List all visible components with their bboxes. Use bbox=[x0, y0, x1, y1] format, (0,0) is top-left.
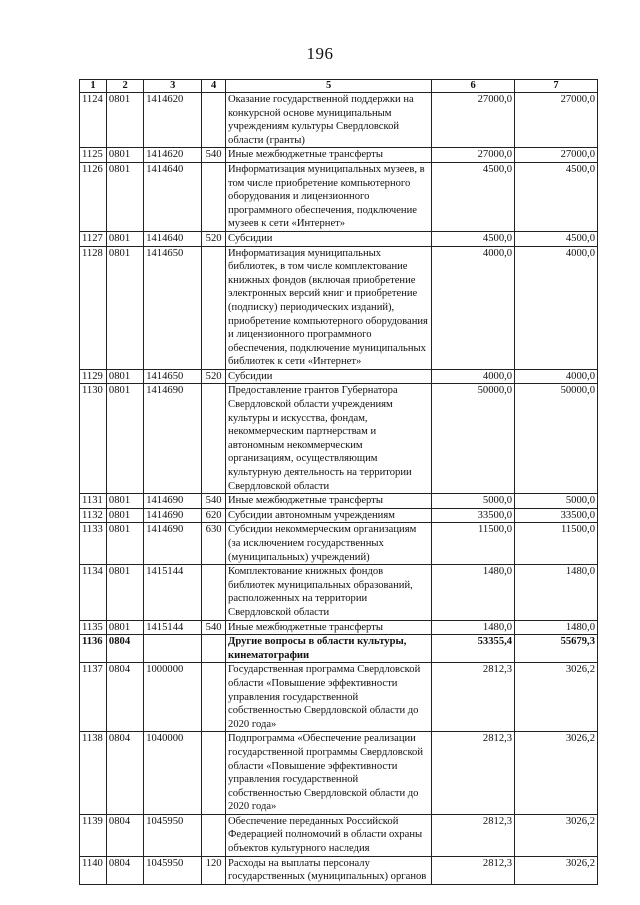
amount-year-2: 4500,0 bbox=[515, 162, 598, 231]
amount-year-2: 11500,0 bbox=[515, 523, 598, 565]
target-article-code: 1414620 bbox=[144, 93, 202, 148]
amount-year-2: 33500,0 bbox=[515, 508, 598, 523]
table-row bbox=[80, 814, 598, 856]
budget-table bbox=[79, 79, 598, 885]
section-code: 0801 bbox=[106, 369, 143, 384]
target-article-code: 1415144 bbox=[144, 565, 202, 620]
amount-year-1: 2812,3 bbox=[432, 663, 515, 732]
section-code: 0801 bbox=[106, 231, 143, 246]
section-code: 0801 bbox=[106, 523, 143, 565]
amount-year-1: 27000,0 bbox=[432, 93, 515, 148]
target-article-code: 1414690 bbox=[144, 494, 202, 509]
column-header: 3 bbox=[144, 80, 202, 93]
section-code: 0801 bbox=[106, 93, 143, 148]
table-row bbox=[80, 231, 598, 246]
amount-year-1: 4000,0 bbox=[432, 369, 515, 384]
amount-year-1: 4500,0 bbox=[432, 162, 515, 231]
expense-type-code bbox=[202, 384, 226, 494]
row-name: Субсидии некоммерческим организациям (за исключением государственных (муниципальных) учреждений) bbox=[226, 523, 432, 565]
column-header: 5 bbox=[226, 80, 432, 93]
row-number: 1133 bbox=[80, 523, 107, 565]
amount-year-1: 50000,0 bbox=[432, 384, 515, 494]
amount-year-2: 5000,0 bbox=[515, 494, 598, 509]
table-row bbox=[80, 494, 598, 509]
table-row bbox=[80, 384, 598, 494]
section-code: 0804 bbox=[106, 732, 143, 815]
amount-year-2: 4000,0 bbox=[515, 246, 598, 369]
amount-year-2: 4500,0 bbox=[515, 231, 598, 246]
amount-year-1: 1480,0 bbox=[432, 620, 515, 635]
page-number: 196 bbox=[306, 44, 334, 63]
row-name: Комплектование книжных фондов библиотек муниципальных образований, расположенных на территории Свердловской области bbox=[226, 565, 432, 620]
amount-year-2: 3026,2 bbox=[515, 732, 598, 815]
section-code: 0801 bbox=[106, 620, 143, 635]
row-number: 1131 bbox=[80, 494, 107, 509]
amount-year-1: 2812,3 bbox=[432, 814, 515, 856]
amount-year-2: 27000,0 bbox=[515, 148, 598, 163]
target-article-code: 1000000 bbox=[144, 663, 202, 732]
row-name: Подпрограмма «Обеспечение реализации государственной программы Свердловской области «Повышение эффективности управления государственной собственностью Свердловской области до 2020 года» bbox=[226, 732, 432, 815]
section-code: 0801 bbox=[106, 246, 143, 369]
amount-year-1: 27000,0 bbox=[432, 148, 515, 163]
target-article-code: 1414620 bbox=[144, 148, 202, 163]
target-article-code bbox=[144, 635, 202, 663]
row-name: Обеспечение переданных Российской Федерацией полномочий в области охраны объектов культурного наследия bbox=[226, 814, 432, 856]
row-number: 1139 bbox=[80, 814, 107, 856]
amount-year-1: 4500,0 bbox=[432, 231, 515, 246]
row-name: Государственная программа Свердловской области «Повышение эффективности управления государственной собственностью Свердловской области до 2020 года» bbox=[226, 663, 432, 732]
table-row bbox=[80, 856, 598, 884]
row-number: 1127 bbox=[80, 231, 107, 246]
column-header: 4 bbox=[202, 80, 226, 93]
row-number: 1134 bbox=[80, 565, 107, 620]
expense-type-code: 120 bbox=[202, 856, 226, 884]
amount-year-2: 4000,0 bbox=[515, 369, 598, 384]
expense-type-code: 520 bbox=[202, 231, 226, 246]
column-header: 7 bbox=[515, 80, 598, 93]
amount-year-1: 2812,3 bbox=[432, 732, 515, 815]
amount-year-1: 33500,0 bbox=[432, 508, 515, 523]
row-name: Субсидии bbox=[226, 369, 432, 384]
section-code: 0804 bbox=[106, 856, 143, 884]
expense-type-code bbox=[202, 663, 226, 732]
amount-year-2: 3026,2 bbox=[515, 856, 598, 884]
column-header: 2 bbox=[106, 80, 143, 93]
row-number: 1138 bbox=[80, 732, 107, 815]
section-code: 0801 bbox=[106, 384, 143, 494]
expense-type-code: 540 bbox=[202, 494, 226, 509]
section-code: 0804 bbox=[106, 635, 143, 663]
table-row bbox=[80, 523, 598, 565]
table-row bbox=[80, 635, 598, 663]
row-name: Субсидии автономным учреждениям bbox=[226, 508, 432, 523]
target-article-code: 1414690 bbox=[144, 523, 202, 565]
row-number: 1132 bbox=[80, 508, 107, 523]
row-number: 1135 bbox=[80, 620, 107, 635]
target-article-code: 1415144 bbox=[144, 620, 202, 635]
expense-type-code bbox=[202, 162, 226, 231]
amount-year-1: 53355,4 bbox=[432, 635, 515, 663]
expense-type-code bbox=[202, 565, 226, 620]
row-name: Предоставление грантов Губернатора Свердловской области учреждениям культуры и искусства, фондам, некоммерческим партнерствам и автономным некоммерческим организациям, осуществляющим культурную деятельность на территории Свердловской области bbox=[226, 384, 432, 494]
row-number: 1130 bbox=[80, 384, 107, 494]
section-code: 0801 bbox=[106, 148, 143, 163]
section-code: 0804 bbox=[106, 663, 143, 732]
row-name: Иные межбюджетные трансферты bbox=[226, 148, 432, 163]
amount-year-1: 5000,0 bbox=[432, 494, 515, 509]
column-header: 1 bbox=[80, 80, 107, 93]
table-body bbox=[80, 93, 598, 885]
table-row bbox=[80, 565, 598, 620]
target-article-code: 1040000 bbox=[144, 732, 202, 815]
target-article-code: 1414690 bbox=[144, 508, 202, 523]
row-number: 1129 bbox=[80, 369, 107, 384]
table-row bbox=[80, 93, 598, 148]
target-article-code: 1045950 bbox=[144, 856, 202, 884]
table-header-row bbox=[80, 80, 598, 93]
expense-type-code bbox=[202, 246, 226, 369]
target-article-code: 1414640 bbox=[144, 231, 202, 246]
row-number: 1126 bbox=[80, 162, 107, 231]
table-row bbox=[80, 508, 598, 523]
column-header: 6 bbox=[432, 80, 515, 93]
table-row bbox=[80, 663, 598, 732]
section-code: 0801 bbox=[106, 565, 143, 620]
amount-year-2: 3026,2 bbox=[515, 814, 598, 856]
row-number: 1124 bbox=[80, 93, 107, 148]
section-code: 0801 bbox=[106, 494, 143, 509]
row-number: 1137 bbox=[80, 663, 107, 732]
expense-type-code: 520 bbox=[202, 369, 226, 384]
row-name: Субсидии bbox=[226, 231, 432, 246]
amount-year-2: 50000,0 bbox=[515, 384, 598, 494]
row-name: Оказание государственной поддержки на конкурсной основе муниципальным учреждениям культуры Свердловской области (гранты) bbox=[226, 93, 432, 148]
target-article-code: 1414690 bbox=[144, 384, 202, 494]
target-article-code: 1414650 bbox=[144, 369, 202, 384]
table-row bbox=[80, 162, 598, 231]
expense-type-code: 540 bbox=[202, 620, 226, 635]
target-article-code: 1414650 bbox=[144, 246, 202, 369]
row-name: Расходы на выплаты персоналу государственных (муниципальных) органов bbox=[226, 856, 432, 884]
section-code: 0801 bbox=[106, 162, 143, 231]
expense-type-code bbox=[202, 93, 226, 148]
expense-type-code bbox=[202, 635, 226, 663]
table-row bbox=[80, 732, 598, 815]
table-row bbox=[80, 369, 598, 384]
row-name: Иные межбюджетные трансферты bbox=[226, 494, 432, 509]
amount-year-2: 27000,0 bbox=[515, 93, 598, 148]
table-row bbox=[80, 148, 598, 163]
amount-year-2: 55679,3 bbox=[515, 635, 598, 663]
table-row bbox=[80, 246, 598, 369]
expense-type-code bbox=[202, 814, 226, 856]
amount-year-2: 3026,2 bbox=[515, 663, 598, 732]
amount-year-2: 1480,0 bbox=[515, 565, 598, 620]
row-number: 1128 bbox=[80, 246, 107, 369]
row-name: Информатизация муниципальных библиотек, в том числе комплектование книжных фондов (включая приобретение электронных версий книг и приобретение (подписку) периодических изданий), приобретение компьютерного оборудования и лицензионного программного обеспечения, подключение муниципальных библиотек к сети «Интернет» bbox=[226, 246, 432, 369]
amount-year-1: 2812,3 bbox=[432, 856, 515, 884]
expense-type-code: 630 bbox=[202, 523, 226, 565]
target-article-code: 1045950 bbox=[144, 814, 202, 856]
section-code: 0801 bbox=[106, 508, 143, 523]
table-row bbox=[80, 620, 598, 635]
row-name: Информатизация муниципальных музеев, в том числе приобретение компьютерного оборудования и лицензионного программного обеспечения, подключение музеев к сети «Интернет» bbox=[226, 162, 432, 231]
row-number: 1140 bbox=[80, 856, 107, 884]
amount-year-1: 11500,0 bbox=[432, 523, 515, 565]
amount-year-2: 1480,0 bbox=[515, 620, 598, 635]
section-code: 0804 bbox=[106, 814, 143, 856]
amount-year-1: 4000,0 bbox=[432, 246, 515, 369]
row-name: Иные межбюджетные трансферты bbox=[226, 620, 432, 635]
target-article-code: 1414640 bbox=[144, 162, 202, 231]
expense-type-code: 620 bbox=[202, 508, 226, 523]
amount-year-1: 1480,0 bbox=[432, 565, 515, 620]
row-number: 1136 bbox=[80, 635, 107, 663]
expense-type-code bbox=[202, 732, 226, 815]
expense-type-code: 540 bbox=[202, 148, 226, 163]
row-number: 1125 bbox=[80, 148, 107, 163]
row-name: Другие вопросы в области культуры, кинематографии bbox=[226, 635, 432, 663]
